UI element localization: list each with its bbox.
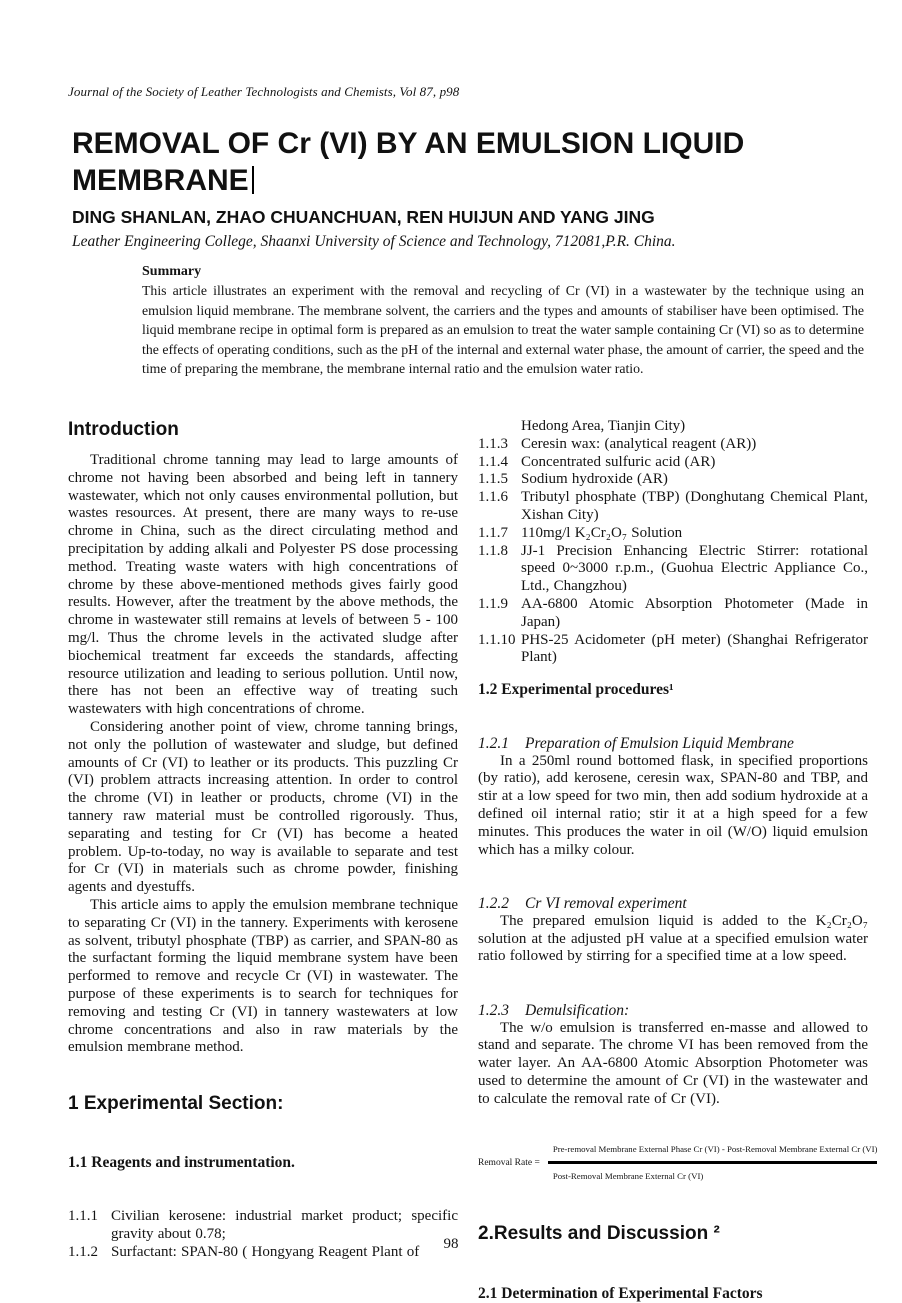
procedure-number: 1.2.1 <box>478 734 509 752</box>
reagent-item <box>478 436 868 454</box>
reagent-item-number: 1.1.7 <box>478 524 508 541</box>
reagent-item-text: 110mg/l K₂Cr₂O₇ Solution <box>521 524 683 541</box>
reagent-item-text: Tributyl phosphate (TBP) (Donghutang Chemical Plant, Xishan City) <box>521 489 868 523</box>
reagent-item-number: 1.1.6 <box>478 489 508 506</box>
summary-heading: Summary <box>142 264 202 279</box>
reagent-item-number: 1.1.10 <box>478 631 516 648</box>
procedure-number: 1.2.2 <box>478 894 509 912</box>
reagent-item-number: 1.1.5 <box>478 471 508 488</box>
formula-denominator: Post-Removal Membrane External Cr (VI) <box>552 1171 704 1182</box>
reagent-item-number: 1.1.2 <box>68 1243 98 1260</box>
formula-numerator: Pre-removal Membrane External Phase Cr (VI) - Post-Removal Membrane External Cr (VI) <box>552 1144 878 1155</box>
reagent-item-number: 1.1.3 <box>478 435 508 452</box>
reagent-item-number: 1.1.8 <box>478 542 508 559</box>
section-heading-introduction: Introduction <box>68 419 179 440</box>
article-title-text: REMOVAL OF Cr (VI) BY AN EMULSION LIQUID MEMBRANE <box>72 127 745 197</box>
section-heading-results: 2.Results and Discussion ² <box>478 1223 720 1245</box>
title-block <box>72 125 812 252</box>
reagent-item-number: 1.1.9 <box>478 595 508 612</box>
affiliation-line: Leather Engineering College, Shaanxi University of Science and Technology, 712081,P.R. China. <box>72 233 676 250</box>
procedure-number: 1.2.3 <box>478 1001 509 1019</box>
reagent-item-text: Sodium hydroxide (AR) <box>521 471 668 488</box>
two-column-body <box>68 418 878 1303</box>
subsection-heading-determination: 2.1 Determination of Experimental Factors <box>478 1285 763 1303</box>
removal-rate-formula <box>478 1144 878 1182</box>
procedure-paragraph-2: The prepared emulsion liquid is added to the K₂Cr₂O₇ solution at the adjusted pH value at a specified emulsion water ratio followed by stirring for a specified time at a low speed. <box>478 912 868 965</box>
reagent-item-text: Concentrated sulfuric acid (AR) <box>521 453 716 470</box>
procedure-heading-3 <box>478 984 868 1020</box>
subsection-heading-procedures: 1.2 Experimental procedures¹ <box>478 681 674 699</box>
reagent-item <box>478 543 868 596</box>
reagent-item-number: 1.1.4 <box>478 453 508 470</box>
intro-paragraph-3: This article aims to apply the emulsion membrane technique to separating Cr (VI) in the tannery. Experiments with kerosene as solvent, tributyl phosphate (TBP) as carrier, and SPAN-80 as the surfactant forming the liquid membrane system have been performed to remove and recycle Cr (VI) in wastewater. The purpose of these experiments is to search for techniques for removing and testing Cr (VI) in tannery wastewaters at low chrome concentrations and also in raw materials by the emulsion membrane method. <box>68 896 458 1056</box>
formula-lhs: Removal Rate = <box>478 1158 540 1169</box>
reagent-item-text: Ceresin wax: (analytical reagent (AR)) <box>521 435 757 452</box>
reagent-item-number: 1.1.1 <box>68 1208 98 1225</box>
procedure-title: Demulsification: <box>525 1001 630 1019</box>
procedure-heading-2 <box>478 877 868 913</box>
procedure-title: Preparation of Emulsion Liquid Membrane <box>525 734 794 752</box>
reagent-item-text: PHS-25 Acidometer (pH meter) (Shanghai Refrigerator Plant) <box>521 631 868 666</box>
reagent-item <box>478 632 868 668</box>
reagent-item <box>478 489 868 525</box>
article-title <box>72 125 782 199</box>
formula-fraction <box>548 1144 878 1182</box>
column-right <box>478 418 878 1303</box>
reagent-item <box>478 454 868 472</box>
procedure-paragraph-3: The w/o emulsion is transferred en-masse and allowed to stand and separate. The chrome VI has been removed from the water layer. An AA-6800 Atomic Absorption Photometer was used to determine the amount of Cr (VI) in the wastewater and to calculate the removal rate of Cr (VI). <box>478 1019 868 1107</box>
reagent-item-text: AA-6800 Atomic Absorption Photometer (Made in Japan) <box>521 595 868 630</box>
reagent-item-continuation: Hedong Area, Tianjin City) <box>521 418 686 434</box>
authors-line: DING SHANLAN, ZHAO CHUANCHUAN, REN HUIJUN AND YANG JING <box>72 207 655 227</box>
summary-block <box>142 262 864 378</box>
reagent-item-text: Surfactant: SPAN-80 ( Hongyang Reagent Plant of <box>111 1243 420 1260</box>
column-left <box>68 418 458 1303</box>
procedure-paragraph-1: In a 250ml round bottomed flask, in specified proportions (by ratio), add kerosene, ceresin wax, SPAN-80 and TBP, and stir at a low speed for two min, then add sodium hydroxide at a defined oil internal ratio; stir it at a high speed for a few minutes. This produces the water in oil (W/O) liquid emulsion which has a milky colour. <box>478 752 868 858</box>
procedure-title: Cr VI removal experiment <box>525 894 687 912</box>
intro-paragraph-2: Considering another point of view, chrome tanning brings, not only the pollution of wastewater and sludge, but defined amounts of Cr (VI) to leather or its products. This puzzling Cr (VI) problem attracts increasing attention. In order to control the chrome (VI) in leather or products, chrome (VI) in the tannery raw material must be controlled rigorously. Thus, separating and testing for Cr (VI) has become a heated problem. Up-to-today, no way is available to separate and test for Cr (VI) in materials such as chrome powder, finishing agents and dyestuffs. <box>68 718 458 896</box>
procedure-heading-1 <box>478 717 868 753</box>
reagent-item <box>478 525 868 543</box>
intro-paragraph-1: Traditional chrome tanning may lead to large amounts of chrome not having been absorbed and being left in tannery wastewater, which not only causes environmental pollution, but wastes resources. At present, there are many ways to re-use chrome in China, such as the direct circulating method and precipitation by adding alkali and Polyester PS dose processing method. Treating waste waters with high concentrations of chrome by these above-mentioned methods gives fairly good results. However, after the treatment by the above methods, the chrome in wastewater still remains at levels of between 5 - 100 mg/l. Thus the chrome levels in the activated sludge after biochemical treatment far exceeds the standards, affecting resource utilization and leading to serious pollution. Until now, there has not been an effective way of treating such wastewaters with high concentrations of chrome. <box>68 452 458 718</box>
subsection-heading-reagents: 1.1 Reagents and instrumentation. <box>68 1154 295 1172</box>
journal-header-line: Journal of the Society of Leather Technologists and Chemists, Vol 87, p98 <box>68 84 460 99</box>
page-number: 98 <box>443 1236 459 1252</box>
reagent-item-text: JJ-1 Precision Enhancing Electric Stirrer: rotational speed 0~3000 r.p.m., (Guohua Electric Appliance Co., Ltd., Changzhou) <box>521 542 868 595</box>
reagent-item <box>478 596 868 632</box>
text-cursor-caret <box>252 166 254 194</box>
summary-body: This article illustrates an experiment with the removal and recycling of Cr (VI) in a wastewater by the technique using an emulsion liquid membrane. The membrane solvent, the carriers and the types and amounts of stabiliser have been optimised. The liquid membrane recipe in optimal form is prepared as an emulsion to treat the water sample containing Cr (VI) so as to determine the effects of operating conditions, such as the pH of the internal and external water phase, the amount of carrier, the speed and the time of preparing the membrane, the membrane internal ratio and the emulsion water ratio. <box>142 283 864 377</box>
section-heading-experimental: 1 Experimental Section: <box>68 1093 284 1115</box>
reagent-item-text: Civilian kerosene: industrial market product; specific gravity about 0.78; <box>111 1208 458 1242</box>
reagent-item <box>478 471 868 489</box>
